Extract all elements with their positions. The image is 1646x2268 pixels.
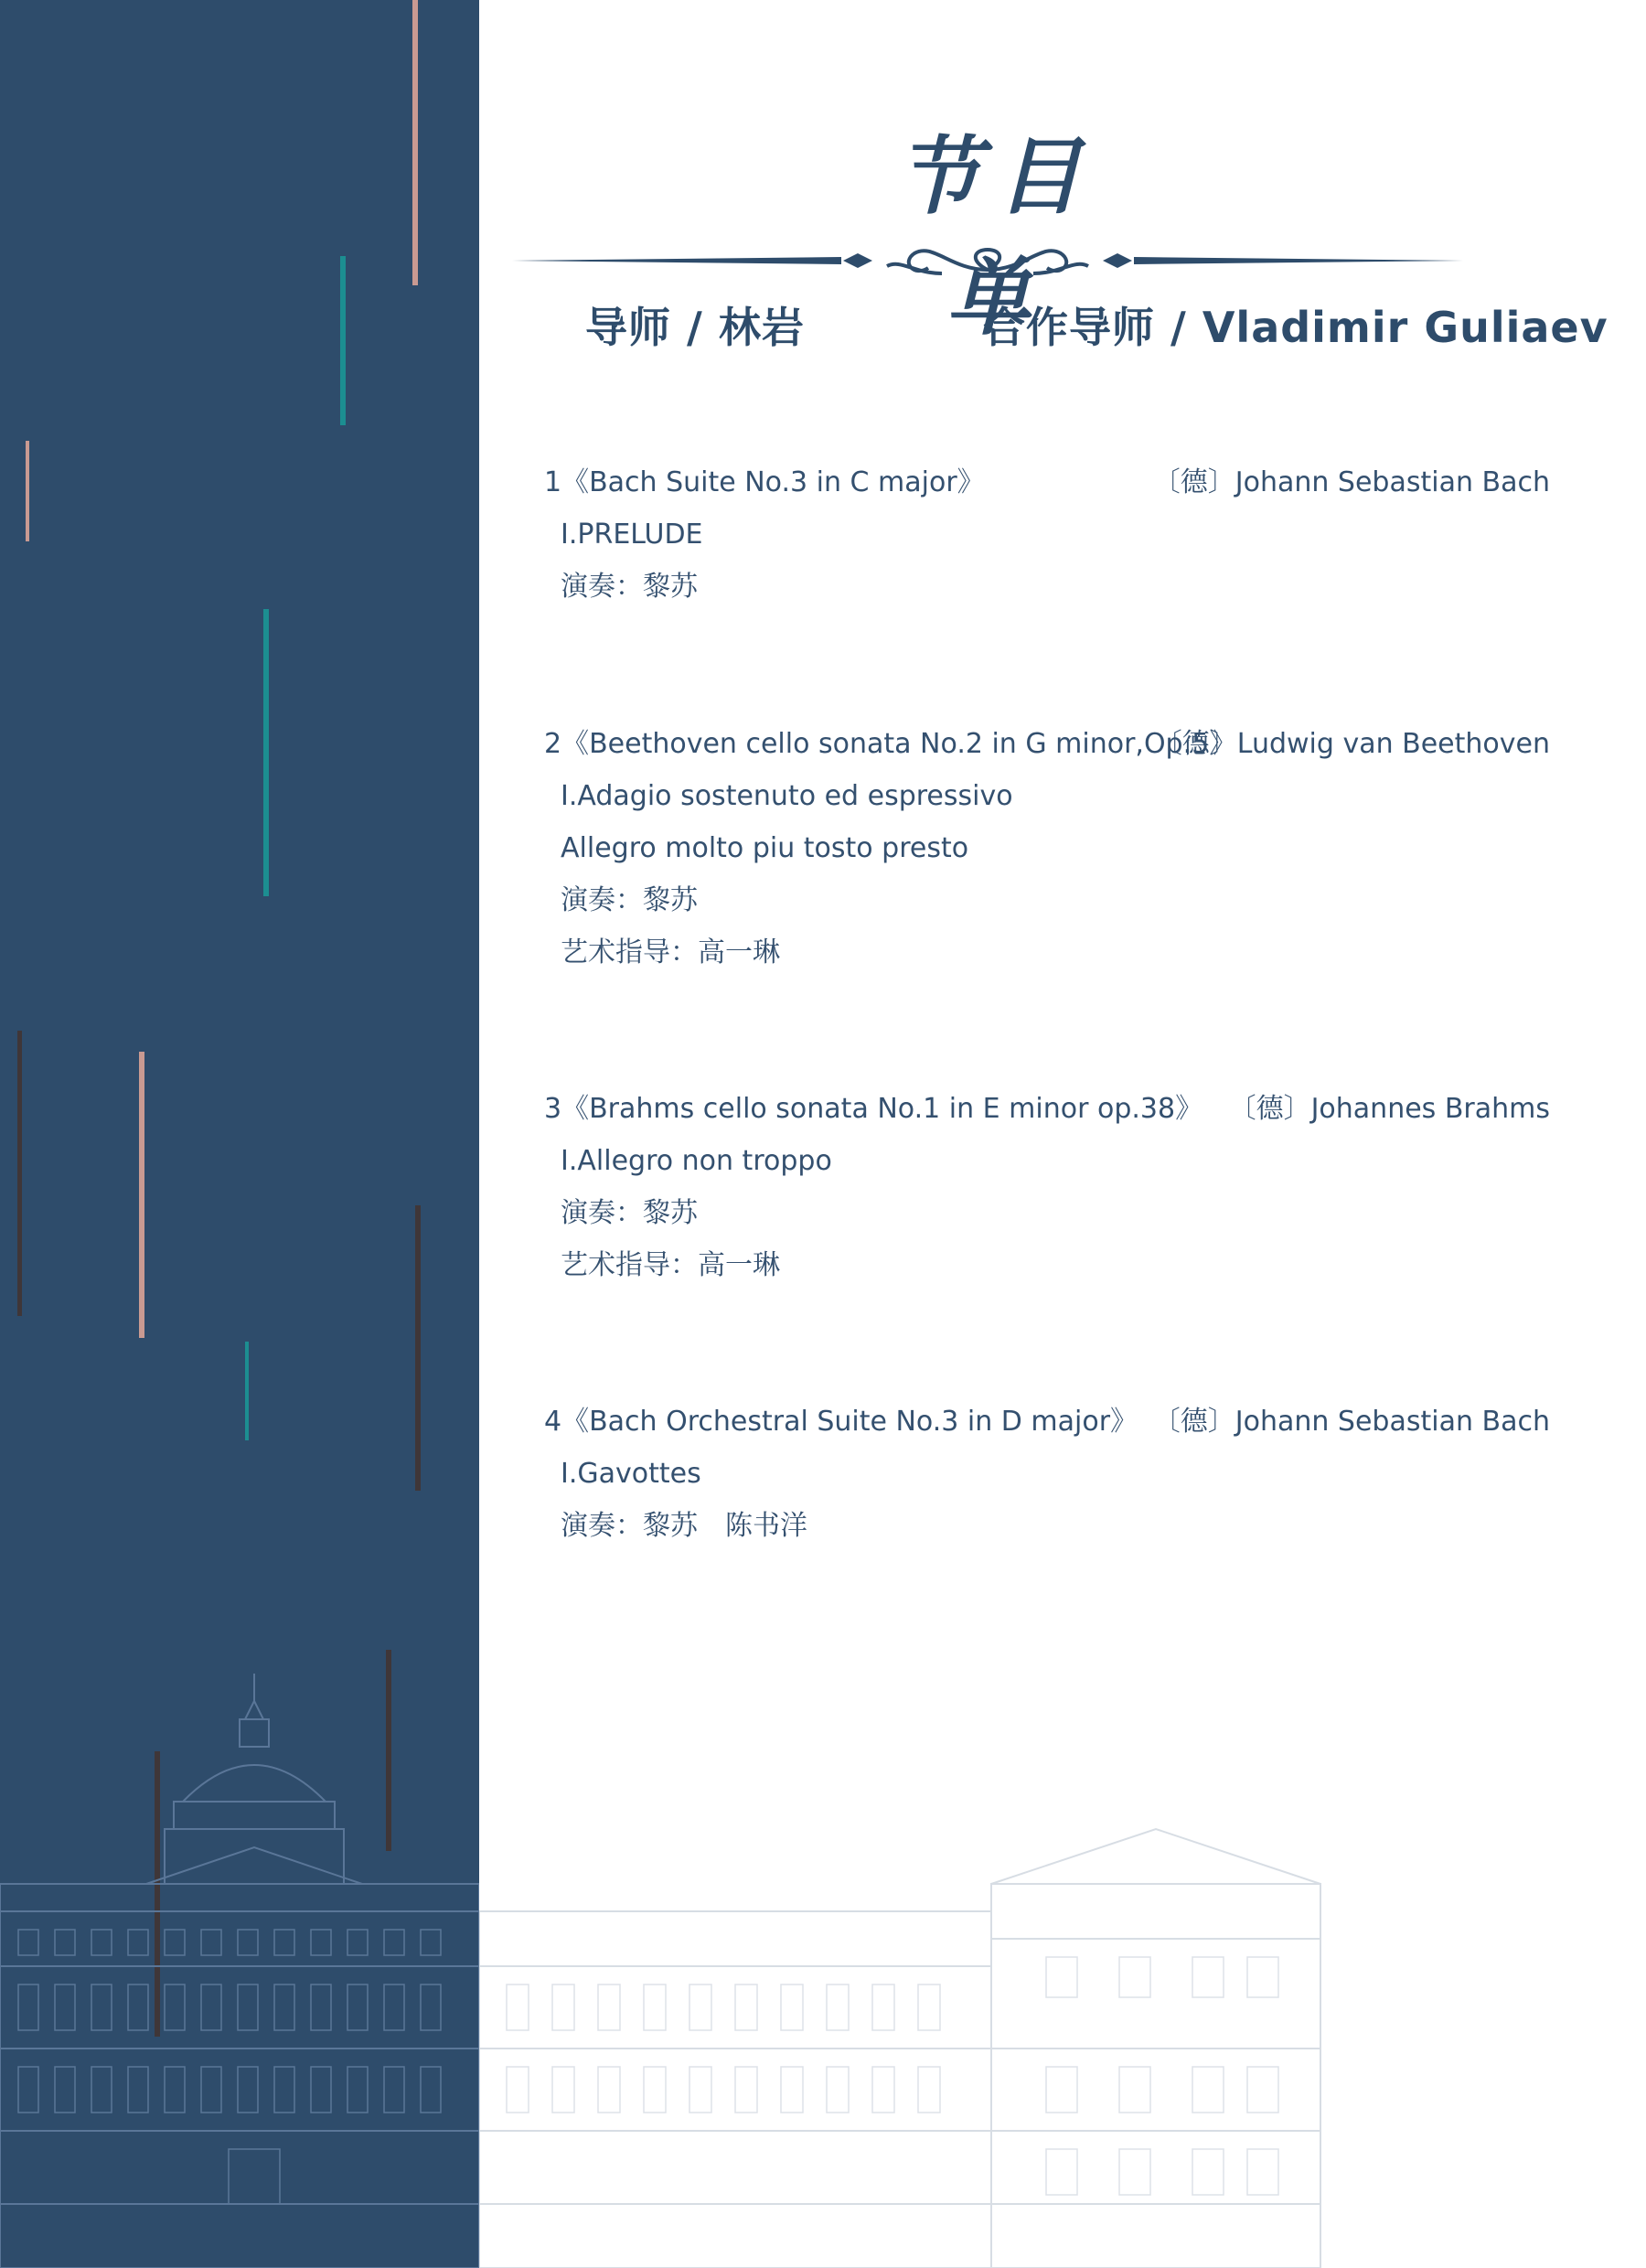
composer: 〔德〕Johann Sebastian Bach	[1152, 466, 1550, 498]
performer: 演奏：黎苏	[561, 884, 698, 916]
program-item	[544, 719, 1550, 979]
divider-ornament-icon	[512, 233, 1463, 288]
program-item	[544, 457, 1550, 613]
artistic-director: 艺术指导：高一琳	[561, 1249, 780, 1281]
program-item	[544, 1084, 1550, 1291]
piece-title: 2《Beethoven cello sonata No.2 in G minor,Op.5》	[544, 728, 1237, 760]
performer: 演奏：黎苏	[561, 571, 698, 603]
piece-movement: Ⅰ.PRELUDE	[561, 519, 703, 551]
performer: 演奏：黎苏 陈书洋	[561, 1510, 807, 1542]
decor-stripe	[263, 609, 269, 896]
mentor-label: 导师 / 林岩	[585, 303, 805, 352]
piece-movement: Allegro molto piu tosto presto	[561, 832, 969, 864]
piece-title: 1《Bach Suite No.3 in C major》	[544, 466, 985, 498]
page-title: 节目单	[895, 127, 1097, 347]
sidebar-panel	[0, 0, 479, 2268]
decor-stripe	[17, 1031, 22, 1316]
decor-stripe	[412, 0, 418, 285]
decor-stripe	[415, 1205, 421, 1491]
artistic-director: 艺术指导：高一琳	[561, 936, 780, 968]
co-mentor-label: 合作导师 / Vladimir Guliaev	[983, 303, 1609, 352]
performer: 演奏：黎苏	[561, 1197, 698, 1229]
piece-title: 3《Brahms cello sonata No.1 in E minor op.38》	[544, 1093, 1203, 1125]
composer: 〔德〕Johann Sebastian Bach	[1152, 1406, 1550, 1438]
decor-stripe	[340, 256, 346, 425]
decor-stripe	[26, 441, 29, 541]
composer: 〔德〕Ludwig van Beethoven	[1154, 728, 1550, 760]
building-illustration-faint	[479, 1820, 1375, 2268]
program-item	[544, 1396, 1550, 1552]
piece-movement: Ⅰ.Gavottes	[561, 1458, 701, 1490]
decor-stripe	[245, 1342, 249, 1440]
building-illustration	[0, 1664, 479, 2268]
piece-title: 4《Bach Orchestral Suite No.3 in D major》	[544, 1406, 1138, 1438]
decor-stripe	[139, 1052, 144, 1338]
composer: 〔德〕Johannes Brahms	[1228, 1093, 1550, 1125]
piece-movement: Ⅰ.Allegro non troppo	[561, 1145, 832, 1177]
piece-movement: Ⅰ.Adagio sostenuto ed espressivo	[561, 780, 1013, 812]
